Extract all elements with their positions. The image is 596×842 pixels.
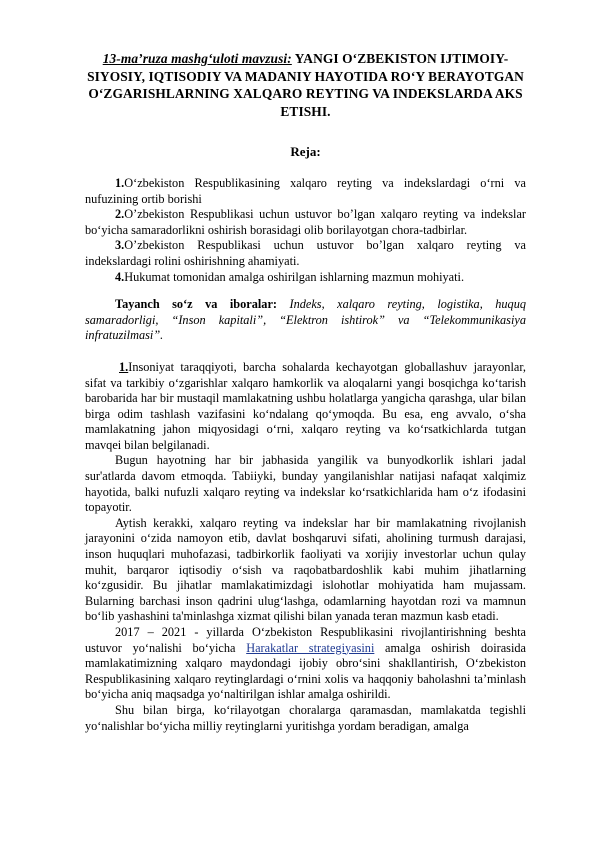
body-paragraph-3: Aytish kerakki, xalqaro reyting va indekslar har bir mamlakatning rivojlanish jarayonini o‘zida namoyon etib, davlat boshqaruvi sifati, aholining turmush darajasi, inson huquqlari muhofazasi, tadbirkorlik faoliyati va xorijiy investorlar uchun qulay muhit, barqaror iqtisodiy o‘sish va raqobatbardoshlik kabi muhim jihatlarning ko‘zgusidir. Bu jihatlar mamlakatimizdagi islohotlar mohiyatida ham mujassam. Bularning barchasi inson qadrini ulug‘lashga, odamlarning hayotdan rozi va mamnun bo‘lib yashashini ta'minlashga xizmat qilishi bilan yanada teran mazmun kasb etadi. <box>85 515 526 624</box>
body-paragraph-1: 1.Insoniyat taraqqiyoti, barcha sohalarda kechayotgan globallashuv jarayonlar, sifat va tarkibiy o‘zgarishlar xalqaro hamkorlik va aloqalarni yangi bosqichga ko‘tarish barobarida har bir mustaqil mamlakatning ushbu holatlarga yangicha qarashga, ular bilan birga odim tashlash vazifasini ko‘ndalang qo‘ymoqda. Bu esa, eng avvalo, o‘sha mamlakatning jahon miqyosidagi o‘rni, xalqaro reyting va ko‘rsatkichlarda tutgan mavqei bilan belgilanadi. <box>85 359 526 452</box>
keywords-text: Indeks, xalqaro reyting, logistika, huquq samaradorligi, “Inson kapitali”, “Elektron ishtirok” va “Telekommunikasiya infratuzilmasi”. <box>85 297 526 343</box>
document-page <box>85 50 526 734</box>
plan-item-1: 1.O‘zbekiston Respublikasining xalqaro reyting va indekslardagi o‘rni va nufuzining ortib borishi <box>85 175 526 206</box>
strategy-link[interactable]: Harakatlar strategiyasini <box>246 640 375 655</box>
keywords-label: Tayanch so‘z va iboralar: <box>115 297 278 312</box>
body-paragraph-2: Bugun hayotning har bir jabhasida yangilik va bunyodkorlik ishlari jadal sur'atlarda davom etmoqda. Tabiiyki, bunday yangilanishlar natijasi nafaqat xalqimiz hayotida, balki nufuzli xalqaro reyting va indekslar ko‘rsatkichlarida ham o‘z ifodasini topayotir. <box>85 453 526 515</box>
plan-list <box>85 176 526 285</box>
lecture-title <box>77 50 534 120</box>
keywords-paragraph <box>85 297 526 344</box>
body-paragraph-4: 2017 – 2021 - yillarda O‘zbekiston Respublikasini rivojlantirishning beshta ustuvor yo‘nalishi bo‘yicha Harakatlar strategiyasini amalga oshirish doirasida mamlakatimizning xalqaro maydondagi ijobiy obro‘sini shakllantirish, O‘zbekiston Respublikasining xalqaro reytinglardagi o‘rnini xolis va haqqoniy baholashni ta’minlash bo‘yicha aniq maqsadga yo‘naltirilgan ishlar amalga oshirildi. <box>85 625 526 702</box>
body-paragraph-5: Shu bilan birga, ko‘rilayotgan choralarga qaramasdan, mamlakatda tegishli yo‘nalishlar bo‘yicha milliy reytinglarni yuritishga yordam beradigan, amalga <box>85 702 526 733</box>
section-number: 1. <box>119 359 129 374</box>
plan-item-2: 2.O’zbekiston Respublikasi uchun ustuvor bo’lgan xalqaro reyting va indekslar bo‘yicha samaradorlikni oshirish borasidagi olib borilayotgan chora-tadbirlar. <box>85 207 526 237</box>
lecture-title-text: YANGI O‘ZBEKISTON IJTIMOIY-SIYOSIY, IQTISODIY VA MADANIY HAYOTIDA RO‘Y BERAYOTGAN O‘ZGARISHLARNING XALQARO REYTING VA INDEKSLARDA AKS ETISHI. <box>87 51 524 119</box>
plan-item-4: 4.Hukumat tomonidan amalga oshirilgan ishlarning mazmun mohiyati. <box>115 269 465 284</box>
lecture-title-lead: 13-ma’ruza mashg‘uloti mavzusi: <box>102 51 292 66</box>
plan-heading: Reja: <box>290 144 321 160</box>
plan-item-3: 3.O’zbekiston Respublikasi uchun ustuvor bo’lgan xalqaro reyting va indekslardagi rolini oshirishning ahamiyati. <box>85 238 526 268</box>
